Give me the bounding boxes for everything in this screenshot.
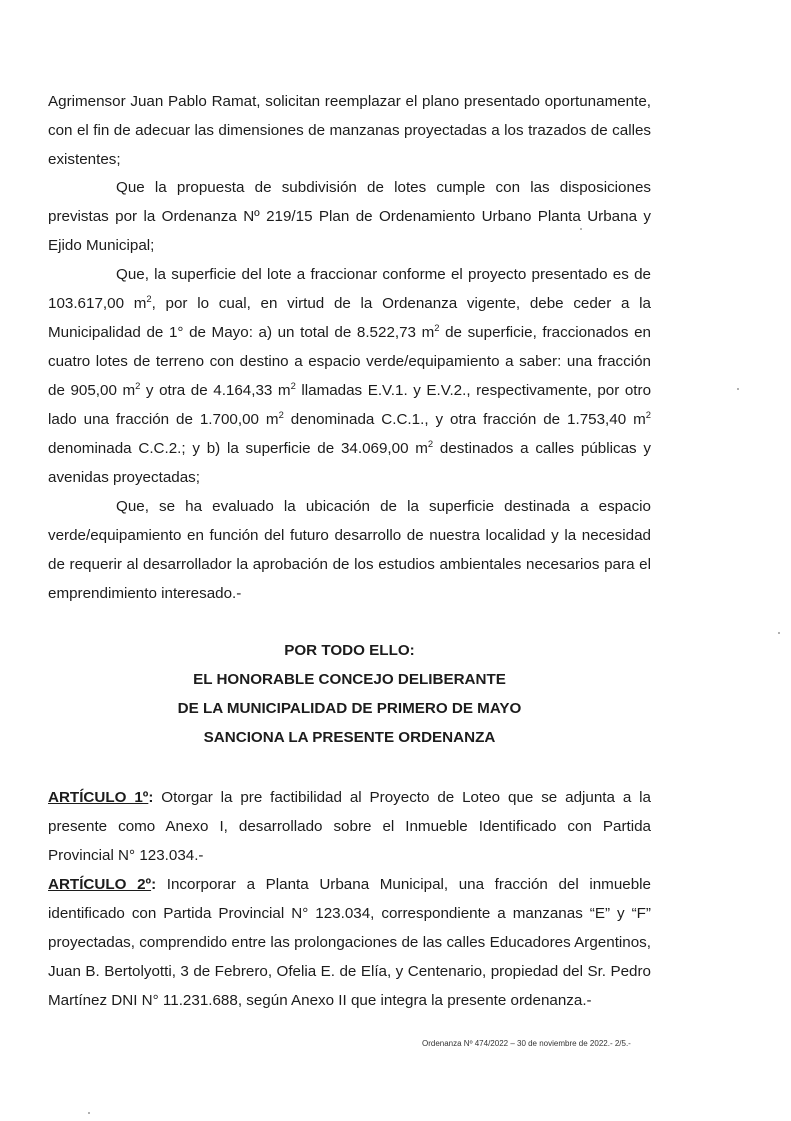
paragraph-green-space-evaluation: Que, se ha evaluado la ubicación de la superficie destinada a espacio verde/equipamiento en función del futuro desarrollo de nuestra localidad y la necesidad de requerir al desarrollador la aprobación de los estudios ambientales necesarios para el emprendimiento interesado.-	[48, 498, 651, 602]
article-2-colon: :	[151, 876, 157, 893]
article-2-label: ARTÍCULO 2º	[48, 876, 152, 893]
text-segment: Que, la superficie del lote a fraccionar conforme el proyecto presentado es de 103.617,00 m	[48, 266, 651, 312]
page-footer: Ordenanza Nº 474/2022 – 30 de noviembre de 2022.- 2/5.-	[422, 1039, 631, 1048]
superscript: 2	[427, 437, 434, 449]
text-segment: y otra de 4.164,33 m	[140, 382, 291, 399]
superscript: 2	[290, 379, 296, 391]
paragraph-surveyor-request: Agrimensor Juan Pablo Ramat, solicitan reemplazar el plano presentado oportunamente, con el fin de adecuar las dimensiones de manzanas proyectadas a los trazados de calles existentes;	[48, 93, 651, 168]
article-2	[48, 870, 651, 1015]
article-1-colon: :	[148, 789, 154, 806]
text-segment: destinados a calles públicas y avenidas proyectadas;	[48, 440, 651, 486]
text-segment: denominada C.C.1., y otra fracción de 1.753,40 m	[283, 411, 646, 428]
heading-por-todo-ello: POR TODO ELLO:	[284, 642, 415, 659]
paragraph-surface-cession	[48, 260, 651, 492]
superscript: 2	[434, 321, 440, 333]
text-segment: , por lo cual, en virtud de la Ordenanza vigente, debe ceder a la Municipalidad de 1° de Mayo: a) un total de 8.522,73 m	[48, 295, 651, 341]
scan-speck	[580, 228, 582, 230]
superscript: 2	[278, 408, 284, 420]
article-1-text: Otorgar la pre factibilidad al Proyecto de Loteo que se adjunta a la presente como Anexo I, desarrollado sobre el Inmueble Identificado con Partida Provincial N° 123.034.-	[48, 789, 651, 864]
text-segment: denominada C.C.2.; y b) la superficie de 34.069,00 m	[48, 440, 428, 457]
scan-speck	[737, 388, 739, 390]
text-segment: llamadas E.V.1. y E.V.2., respectivamente, por otro lado una fracción de 1.700,00 m	[48, 382, 652, 428]
text-segment: de superficie, fraccionados en cuatro lotes de terreno con destino a espacio verde/equipamiento a saber: una fracción de 905,00 m	[48, 324, 651, 399]
article-2-text: Incorporar a Planta Urbana Municipal, una fracción del inmueble identificado con Partida Provincial N° 123.034, correspondiente a manzanas “E” y “F” proyectadas, comprendido entre las prolongaciones de las calles Educadores Argentinos, Juan B. Bertolyotti, 3 de Febrero, Ofelia E. de Elía, y Centenario, propiedad del Sr. Pedro Martínez DNI N° 11.231.688, según Anexo II que integra la presente ordenanza.-	[48, 876, 651, 1009]
superscript: 2	[135, 379, 141, 391]
heading-concejo: EL HONORABLE CONCEJO DELIBERANTE	[193, 671, 506, 688]
article-1-label: ARTÍCULO 1º	[48, 789, 149, 806]
paragraph-subdivision-proposal: Que la propuesta de subdivisión de lotes cumple con las disposiciones previstas por la Ordenanza Nº 219/15 Plan de Ordenamiento Urbano Planta Urbana y Ejido Municipal;	[48, 179, 651, 254]
superscript: 2	[645, 408, 651, 420]
heading-sanciona: SANCIONA LA PRESENTE ORDENANZA	[203, 729, 496, 746]
scan-speck	[88, 1112, 90, 1114]
superscript: 2	[146, 292, 152, 304]
heading-municipalidad: DE LA MUNICIPALIDAD DE PRIMERO DE MAYO	[177, 700, 522, 717]
article-1	[48, 783, 651, 870]
scan-speck	[778, 632, 780, 634]
